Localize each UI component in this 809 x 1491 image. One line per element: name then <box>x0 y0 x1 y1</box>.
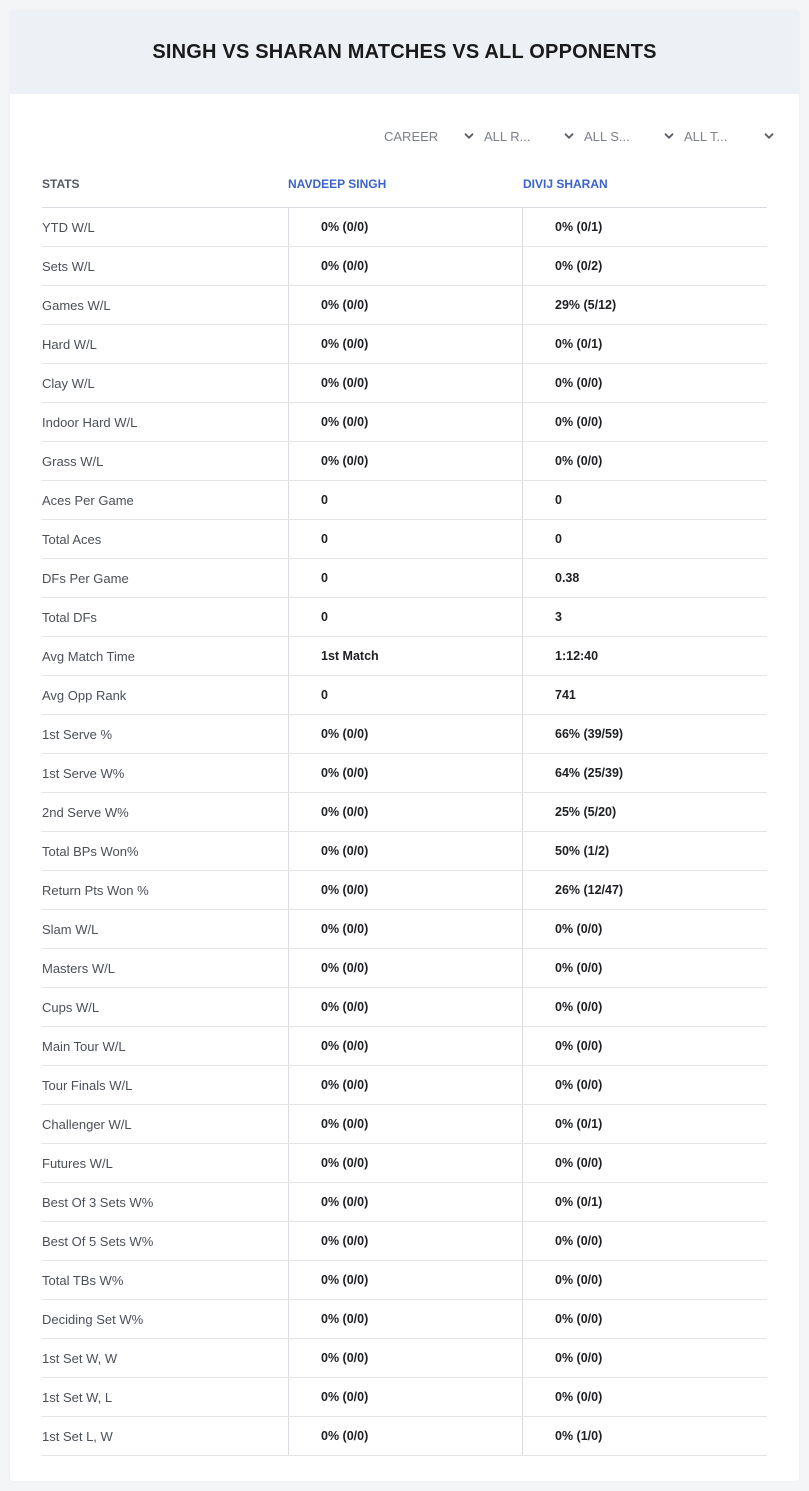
player1-stat-value: 0 <box>288 481 522 519</box>
player2-stat-value: 0% (0/0) <box>522 1222 767 1260</box>
player2-stat-value: 0% (0/1) <box>522 325 767 363</box>
player2-stat-value: 0% (0/2) <box>522 247 767 285</box>
player1-stat-value: 0% (0/0) <box>288 832 522 870</box>
table-row <box>42 949 767 988</box>
stat-label: 1st Set W, W <box>42 1350 118 1366</box>
player2-stat-value: 0% (0/0) <box>522 1261 767 1299</box>
player2-stat-value: 0% (0/0) <box>522 403 767 441</box>
filter-label: ALL R... <box>484 128 531 144</box>
table-row <box>42 364 767 403</box>
player1-stat-value: 0% (0/0) <box>288 442 522 480</box>
player1-stat-value: 0% (0/0) <box>288 1261 522 1299</box>
player2-stat-value: 0% (0/0) <box>522 1027 767 1065</box>
table-row <box>42 325 767 364</box>
filter-label: ALL S... <box>584 128 630 144</box>
player1-name-link[interactable]: NAVDEEP SINGH <box>288 176 387 191</box>
player1-stat-value: 0 <box>288 676 522 714</box>
player2-stat-value: 0% (0/1) <box>522 208 767 246</box>
player1-stat-value: 0% (0/0) <box>288 403 522 441</box>
player1-stat-value: 0% (0/0) <box>288 910 522 948</box>
stat-label: Clay W/L <box>42 375 95 391</box>
stat-label: Total BPs Won% <box>42 843 139 859</box>
table-row <box>42 403 767 442</box>
column-header-stats: STATS <box>42 176 80 191</box>
card-header <box>10 10 799 94</box>
player1-stat-value: 0% (0/0) <box>288 1144 522 1182</box>
stat-label: Grass W/L <box>42 453 104 469</box>
stat-label: Futures W/L <box>42 1155 113 1171</box>
player1-stat-value: 0 <box>288 559 522 597</box>
stat-label: Avg Opp Rank <box>42 687 127 703</box>
player2-stat-value: 26% (12/47) <box>522 871 767 909</box>
chevron-down-icon <box>463 130 475 142</box>
stat-label: Total TBs W% <box>42 1272 124 1288</box>
filter-rounds-select[interactable] <box>480 126 580 146</box>
table-row <box>42 793 767 832</box>
player1-stat-value: 0% (0/0) <box>288 325 522 363</box>
table-row <box>42 286 767 325</box>
player2-stat-value: 66% (39/59) <box>522 715 767 753</box>
player1-stat-value: 0% (0/0) <box>288 1183 522 1221</box>
filter-bar <box>380 126 780 146</box>
player1-stat-value: 0% (0/0) <box>288 715 522 753</box>
player2-stat-value: 0% (0/0) <box>522 949 767 987</box>
player1-stat-value: 0 <box>288 520 522 558</box>
table-header <box>42 160 767 208</box>
player2-stat-value: 29% (5/12) <box>522 286 767 324</box>
player1-stat-value: 0% (0/0) <box>288 1300 522 1338</box>
table-row <box>42 1183 767 1222</box>
player2-stat-value: 64% (25/39) <box>522 754 767 792</box>
player2-stat-value: 0 <box>522 481 767 519</box>
player1-stat-value: 0% (0/0) <box>288 871 522 909</box>
player1-stat-value: 0% (0/0) <box>288 364 522 402</box>
stat-label: Indoor Hard W/L <box>42 414 138 430</box>
table-row <box>42 676 767 715</box>
table-row <box>42 559 767 598</box>
table-row <box>42 1066 767 1105</box>
stats-table <box>42 160 767 1456</box>
player2-stat-value: 0% (0/0) <box>522 1300 767 1338</box>
player1-stat-value: 0% (0/0) <box>288 1222 522 1260</box>
table-row <box>42 442 767 481</box>
player2-stat-value: 0% (0/0) <box>522 988 767 1026</box>
chevron-down-icon <box>563 130 575 142</box>
stat-label: 1st Set W, L <box>42 1389 113 1405</box>
player1-stat-value: 0% (0/0) <box>288 1027 522 1065</box>
player1-stat-value: 0% (0/0) <box>288 1339 522 1377</box>
stat-label: Best Of 5 Sets W% <box>42 1233 154 1249</box>
stat-label: Sets W/L <box>42 258 95 274</box>
table-row <box>42 715 767 754</box>
table-row <box>42 598 767 637</box>
player1-stat-value: 0% (0/0) <box>288 1417 522 1455</box>
player2-stat-value: 0% (0/1) <box>522 1105 767 1143</box>
table-row <box>42 1144 767 1183</box>
stat-label: Avg Match Time <box>42 648 135 664</box>
player2-name-link[interactable]: DIVIJ SHARAN <box>523 176 608 191</box>
player1-stat-value: 0% (0/0) <box>288 1105 522 1143</box>
stat-label: Deciding Set W% <box>42 1311 144 1327</box>
page-title: SINGH VS SHARAN MATCHES VS ALL OPPONENTS <box>152 40 657 63</box>
player1-stat-value: 1st Match <box>288 637 522 675</box>
stat-label: 1st Serve W% <box>42 765 125 781</box>
filter-label: ALL T... <box>684 128 728 144</box>
table-row <box>42 910 767 949</box>
stat-label: Return Pts Won % <box>42 882 149 898</box>
stat-label: Challenger W/L <box>42 1116 132 1132</box>
filter-career-select[interactable] <box>380 126 480 146</box>
table-row <box>42 988 767 1027</box>
table-row <box>42 1222 767 1261</box>
stat-label: 1st Set L, W <box>42 1428 113 1444</box>
player2-stat-value: 50% (1/2) <box>522 832 767 870</box>
chevron-down-icon <box>663 130 675 142</box>
table-body <box>42 208 767 1456</box>
stat-label: Games W/L <box>42 297 111 313</box>
table-row <box>42 1300 767 1339</box>
player2-stat-value: 1:12:40 <box>522 637 767 675</box>
stat-label: Total DFs <box>42 609 97 625</box>
player1-stat-value: 0% (0/0) <box>288 988 522 1026</box>
player2-stat-value: 741 <box>522 676 767 714</box>
table-row <box>42 637 767 676</box>
table-row <box>42 247 767 286</box>
player2-stat-value: 25% (5/20) <box>522 793 767 831</box>
player2-stat-value: 0% (0/0) <box>522 442 767 480</box>
table-row <box>42 1378 767 1417</box>
table-row <box>42 1027 767 1066</box>
filter-surfaces-select[interactable] <box>580 126 680 146</box>
player1-stat-value: 0% (0/0) <box>288 793 522 831</box>
stat-label: 1st Serve % <box>42 726 113 742</box>
player1-stat-value: 0% (0/0) <box>288 247 522 285</box>
player2-stat-value: 0 <box>522 520 767 558</box>
table-row <box>42 871 767 910</box>
player2-stat-value: 0% (0/0) <box>522 1066 767 1104</box>
player2-stat-value: 0% (0/0) <box>522 910 767 948</box>
stats-card <box>10 10 799 1481</box>
player2-stat-value: 0% (0/1) <box>522 1183 767 1221</box>
table-row <box>42 754 767 793</box>
player1-stat-value: 0% (0/0) <box>288 208 522 246</box>
table-row <box>42 832 767 871</box>
player2-stat-value: 0% (0/0) <box>522 1144 767 1182</box>
player2-stat-value: 0% (0/0) <box>522 1378 767 1416</box>
stat-label: Best Of 3 Sets W% <box>42 1194 154 1210</box>
chevron-down-icon <box>763 130 775 142</box>
table-row <box>42 1417 767 1456</box>
stat-label: Aces Per Game <box>42 492 134 508</box>
player2-stat-value: 3 <box>522 598 767 636</box>
table-row <box>42 520 767 559</box>
filter-label: CAREER <box>384 128 439 144</box>
stat-label: DFs Per Game <box>42 570 129 586</box>
table-row <box>42 208 767 247</box>
player1-stat-value: 0% (0/0) <box>288 1378 522 1416</box>
player1-stat-value: 0% (0/0) <box>288 949 522 987</box>
player1-stat-value: 0 <box>288 598 522 636</box>
stat-label: Slam W/L <box>42 921 99 937</box>
stat-label: Total Aces <box>42 531 102 547</box>
stat-label: Masters W/L <box>42 960 115 976</box>
player2-stat-value: 0.38 <box>522 559 767 597</box>
stat-label: Tour Finals W/L <box>42 1077 133 1093</box>
player2-stat-value: 0% (1/0) <box>522 1417 767 1455</box>
player2-stat-value: 0% (0/0) <box>522 364 767 402</box>
stat-label: YTD W/L <box>42 219 95 235</box>
table-row <box>42 1261 767 1300</box>
filter-tournaments-select[interactable] <box>680 126 780 146</box>
table-row <box>42 1105 767 1144</box>
stat-label: Hard W/L <box>42 336 97 352</box>
table-row <box>42 1339 767 1378</box>
player1-stat-value: 0% (0/0) <box>288 1066 522 1104</box>
player1-stat-value: 0% (0/0) <box>288 286 522 324</box>
stat-label: Cups W/L <box>42 999 100 1015</box>
player1-stat-value: 0% (0/0) <box>288 754 522 792</box>
stat-label: 2nd Serve W% <box>42 804 129 820</box>
stat-label: Main Tour W/L <box>42 1038 126 1054</box>
player2-stat-value: 0% (0/0) <box>522 1339 767 1377</box>
table-row <box>42 481 767 520</box>
